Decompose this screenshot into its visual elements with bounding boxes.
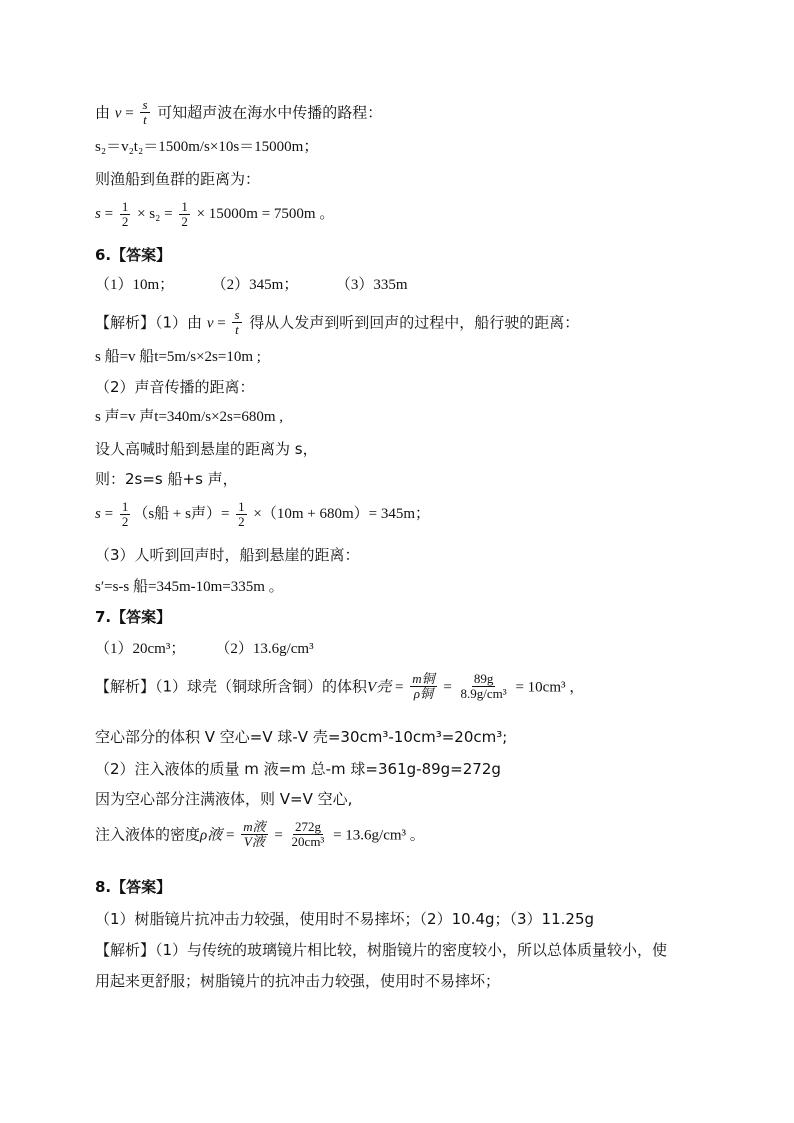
denominator: ρ铜 <box>413 686 433 702</box>
fraction-s-over-t <box>232 308 241 338</box>
var-v-shell: V壳 <box>367 679 392 696</box>
fraction-half <box>120 500 131 530</box>
q6-ship-distance: s 船=v 船t=5m/s×2s=10m ; <box>95 349 261 365</box>
text: 【解析】（1）由 <box>95 313 207 332</box>
numerator: 1 <box>121 499 129 514</box>
numerator: s <box>142 97 148 112</box>
numerator: s <box>234 307 240 322</box>
denominator: 2 <box>238 514 245 530</box>
q6-answer: （1）10m； （2）345m； （3）335m <box>95 277 408 293</box>
fraction-value <box>459 672 509 702</box>
text: 注入液体的密度 <box>95 825 201 844</box>
equals: = <box>213 315 230 332</box>
denominator: 8.9g/cm³ <box>460 686 507 702</box>
distance-intro: 则渔船到鱼群的距离为： <box>95 170 261 188</box>
q6-sound-distance: s 声=v 声t=340m/s×2s=680m , <box>95 409 284 425</box>
q8-answer: （1）树脂镜片抗冲击力较强，使用时不易摔坏；（2）10.4g；（3）11.25g <box>95 910 595 928</box>
text: × s₂ = <box>133 206 177 223</box>
equals: = <box>222 827 239 844</box>
denominator: V液 <box>243 834 265 850</box>
q6-part3-intro: （3）人听到回声时，船到悬崖的距离： <box>95 546 360 564</box>
var-v: v <box>206 315 214 332</box>
equals: = <box>121 105 138 122</box>
text: = <box>100 206 117 223</box>
text: = 13.6g/cm³ 。 <box>329 827 425 844</box>
q6-relation: 则：2s=s 船+s 声， <box>95 470 238 488</box>
sound-path-calc: s₂＝v₂t₂＝1500m/s×10s＝15000m； <box>95 139 319 155</box>
fraction-half <box>179 200 190 230</box>
text: = <box>100 506 117 523</box>
numerator: m铜 <box>412 671 435 686</box>
q6-answer-heading: 6.【答案】 <box>95 246 172 264</box>
distance-calc <box>95 200 714 230</box>
q6-s-calc <box>95 500 714 530</box>
q6-analysis-1 <box>95 308 714 338</box>
q7-density-calc <box>95 820 714 850</box>
text: 得从人发声到听到回声的过程中，船行驶的距离： <box>244 313 580 332</box>
numerator: 1 <box>121 199 129 214</box>
q8-answer-heading: 8.【答案】 <box>95 878 172 896</box>
denominator: 2 <box>181 214 188 230</box>
fraction-half <box>236 500 247 530</box>
text: 可知超声波在海水中传播的路程： <box>152 103 383 122</box>
numerator: 1 <box>238 499 245 514</box>
text: （s船 + s声）= <box>133 506 234 523</box>
equals: = <box>439 679 456 696</box>
q7-analysis-1 <box>95 672 714 702</box>
text: 由 <box>95 103 111 122</box>
var-s: s <box>95 206 101 223</box>
q6-assume: 设人高喊时船到悬崖的距离为 s， <box>95 440 318 458</box>
q6-part2-intro: （2）声音传播的距离： <box>95 378 255 396</box>
var-s: s <box>95 506 101 523</box>
fraction-m-over-v <box>241 820 267 850</box>
q6-part3-calc: s′=s-s 船=345m-10m=335m 。 <box>95 579 284 595</box>
fraction-value <box>290 820 327 850</box>
fraction-s-over-t <box>140 98 149 128</box>
denominator: t <box>143 112 147 128</box>
text: 【解析】（1）球壳（铜球所含铜）的体积 <box>95 677 368 696</box>
numerator: 272g <box>294 819 321 834</box>
numerator: 89g <box>473 671 494 686</box>
q8-analysis-1: 【解析】（1）与传统的玻璃镜片相比较，树脂镜片的密度较小，所以总体质量较小，使 <box>95 941 668 959</box>
numerator: m液 <box>243 819 266 834</box>
denominator: 2 <box>121 214 129 230</box>
equals: = <box>270 827 287 844</box>
var-v: v <box>114 105 122 122</box>
q7-answer-heading: 7.【答案】 <box>95 608 172 626</box>
text: = 10cm³ ， <box>511 679 585 696</box>
denominator: 20cm³ <box>291 834 325 850</box>
numerator: 1 <box>181 199 188 214</box>
denominator: 2 <box>121 514 129 530</box>
var-rho-liquid: ρ液 <box>200 827 223 844</box>
fraction-m-over-rho <box>410 672 436 702</box>
fraction-half <box>120 200 131 230</box>
q7-liquid-mass: （2）注入液体的质量 m 液=m 总-m 球=361g-89g=272g <box>95 760 501 778</box>
denominator: t <box>235 322 239 338</box>
q7-volume-relation: 因为空心部分注满液体，则 V=V 空心, <box>95 790 353 808</box>
sound-path-intro <box>95 98 714 128</box>
equals: = <box>391 679 408 696</box>
text: × 15000m = 7500m 。 <box>192 206 335 223</box>
q7-hollow-volume: 空心部分的体积 V 空心=V 球-V 壳=30cm³-10cm³=20cm³; <box>95 728 508 746</box>
text: ×（10m + 680m）= 345m； <box>249 506 431 523</box>
q8-analysis-2: 用起来更舒服；树脂镜片的抗冲击力较强，使用时不易摔坏； <box>95 972 501 990</box>
q7-answer: （1）20cm³； （2）13.6g/cm³ <box>95 641 314 657</box>
